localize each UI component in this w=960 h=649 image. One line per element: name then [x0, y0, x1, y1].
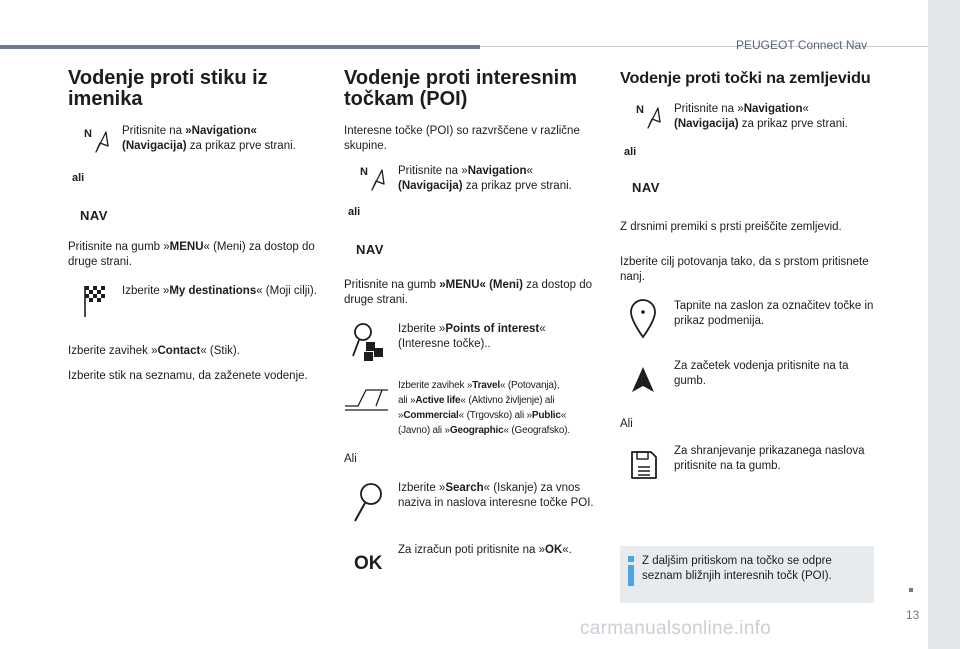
step-save — [620, 444, 876, 494]
section-title: Vodenje proti točki na zemljevidu — [620, 70, 871, 87]
nav-button-icon: NAV — [80, 208, 108, 223]
step-start — [620, 359, 876, 417]
section-title: Vodenje proti interesnim točkam (POI) — [344, 67, 577, 110]
ok-button-icon: OK — [354, 553, 383, 574]
column-contact — [68, 68, 318, 384]
step-text: Za izračun poti pritisnite na »OK«. — [398, 544, 572, 556]
info-note — [620, 546, 874, 603]
page-number: 13 — [906, 608, 920, 622]
step-final: Izberite stik na seznamu, da zaženete vodenje. — [68, 370, 308, 382]
navigation-icon — [634, 102, 664, 132]
step-search — [344, 481, 600, 543]
column-poi — [344, 68, 600, 583]
ali-text: ali — [72, 172, 85, 184]
info-icon — [628, 556, 634, 586]
tabs-icon — [344, 386, 390, 412]
step-menu: Pritisnite na gumb »MENU« (Meni) za dostop do druge strani. — [344, 279, 593, 306]
step-navigation — [620, 102, 876, 146]
step-text: Za začetek vodenja pritisnite na ta gumb. — [674, 360, 849, 387]
step-poi — [344, 322, 600, 378]
step-text: Pritisnite na »Navigation« (Navigacija) za prikaz prve strani. — [122, 125, 296, 152]
browse-text: Z drsnimi premiki s prsti preiščite zemljevid. — [620, 221, 842, 233]
or-text: Ali — [620, 418, 633, 430]
nav-button-icon: NAV — [356, 242, 384, 257]
svg-text:N: N — [636, 104, 644, 116]
step-text: Pritisnite na »Navigation« (Navigacija) za prikaz prve strani. — [398, 165, 572, 192]
svg-text:N: N — [360, 166, 368, 178]
search-icon — [350, 481, 386, 523]
step-text: Izberite »My destinations« (Moji cilji). — [122, 285, 317, 297]
watermark: carmanualsonline.info — [580, 618, 772, 639]
step-contact: Izberite zavihek »Contact« (Stik). — [68, 345, 240, 357]
or-label — [620, 146, 876, 180]
page-marker — [909, 588, 913, 592]
step-text: Pritisnite na »Navigation« (Navigacija) za prikaz prve strani. — [674, 103, 848, 130]
checkered-flag-icon — [82, 284, 106, 318]
header-bar — [0, 45, 480, 49]
nav-button-row — [620, 180, 876, 220]
or-label — [344, 206, 600, 242]
navigation-icon — [358, 164, 388, 194]
step-ok — [344, 543, 600, 583]
intro-text: Interesne točke (POI) so razvrščene v različne skupine. — [344, 125, 580, 152]
step-tabs — [344, 378, 600, 452]
or-label — [68, 172, 318, 208]
ali-text: ali — [624, 146, 637, 158]
step-text: Izberite »Points of interest« (Interesne točke).. — [398, 323, 546, 350]
poi-categories-icon — [350, 322, 386, 362]
step-navigation — [344, 164, 600, 206]
or-text: Ali — [344, 453, 357, 465]
side-strip — [928, 0, 960, 649]
step-text: Izberite zavihek »Travel« (Potovanja), ali »Active life« (Aktivno življenje) ali »Commercial« (Trgovsko) ali »Public« (Javno) ali »Geographic« (Geografsko). — [398, 380, 570, 436]
info-note-text: Z daljšim pritiskom na točko se odpre seznam bližnjih interesnih točk (POI). — [642, 555, 832, 582]
column-map — [620, 68, 876, 494]
select-text: Izberite cilj potovanja tako, da s prstom pritisnete nanj. — [620, 256, 869, 283]
step-destinations — [68, 284, 318, 342]
nav-button-row — [344, 242, 600, 278]
step-text: Izberite »Search« (Iskanje) za vnos naziva in naslova interesne točke POI. — [398, 482, 594, 509]
svg-text:N: N — [84, 128, 92, 140]
nav-button-icon: NAV — [632, 180, 660, 195]
step-navigation — [68, 124, 318, 172]
step-tap — [620, 299, 876, 359]
save-icon — [630, 450, 658, 480]
ali-text: ali — [348, 206, 361, 218]
step-text: Za shranjevanje prikazanega naslova pritisnite na ta gumb. — [674, 445, 865, 472]
map-pin-icon — [628, 299, 658, 339]
navigation-icon — [82, 126, 112, 156]
step-menu: Pritisnite na gumb »MENU« (Meni) za dostop do druge strani. — [68, 241, 315, 268]
step-text: Tapnite na zaslon za označitev točke in prikaz podmenija. — [674, 300, 874, 327]
nav-button-row — [68, 208, 318, 240]
brand-title: PEUGEOT Connect Nav — [736, 38, 868, 52]
navigate-arrow-icon — [630, 365, 656, 395]
section-title: Vodenje proti stiku iz imenika — [68, 67, 268, 110]
